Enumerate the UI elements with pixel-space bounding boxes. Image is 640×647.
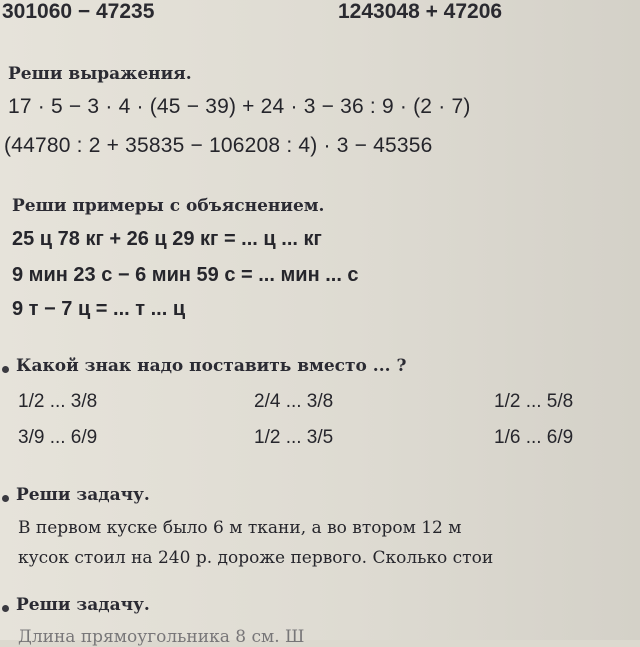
example-line-1: 25 ц 78 кг + 26 ц 29 кг = ... ц ... кг xyxy=(12,228,322,250)
signs-heading: Какой знак надо поставить вместо ... ? xyxy=(16,356,407,376)
problem2-heading: Реши задачу. xyxy=(16,595,150,615)
example-line-2: 9 мин 23 с − 6 мин 59 с = ... мин ... с xyxy=(12,264,359,286)
top-expression-right: 1243048 + 47206 xyxy=(338,0,503,23)
problem1-line-1: В первом куске было 6 м ткани, а во втором 12 м xyxy=(18,518,462,538)
problem2-cut-line: Длина прямоугольника 8 см. Ш xyxy=(18,627,305,647)
bullet-icon xyxy=(2,605,9,612)
expression-line-1: 17 · 5 − 3 · 4 · (45 − 39) + 24 · 3 − 36 : 9 · (2 · 7) xyxy=(8,95,471,118)
expressions-heading: Реши выражения. xyxy=(8,64,192,84)
expression-line-2: (44780 : 2 + 35835 − 106208 : 4) · 3 − 45356 xyxy=(4,134,433,157)
comparison-1-1: 1/2 ... 3/8 xyxy=(18,391,98,412)
problem1-line-2: кусок стоил на 240 р. дороже первого. Сколько стои xyxy=(18,548,494,568)
comparison-1-2: 2/4 ... 3/8 xyxy=(254,391,334,412)
comparison-2-2: 1/2 ... 3/5 xyxy=(254,427,334,448)
comparison-2-1: 3/9 ... 6/9 xyxy=(18,427,98,448)
bullet-icon xyxy=(2,495,9,502)
examples-heading: Реши примеры с объяснением. xyxy=(12,196,325,216)
problem1-heading: Реши задачу. xyxy=(16,485,150,505)
top-expression-left: 301060 − 47235 xyxy=(2,0,155,23)
example-line-3: 9 т − 7 ц = ... т ... ц xyxy=(12,298,186,320)
bullet-icon xyxy=(2,366,9,373)
comparison-2-3: 1/6 ... 6/9 xyxy=(494,427,574,448)
comparison-1-3: 1/2 ... 5/8 xyxy=(494,391,574,412)
